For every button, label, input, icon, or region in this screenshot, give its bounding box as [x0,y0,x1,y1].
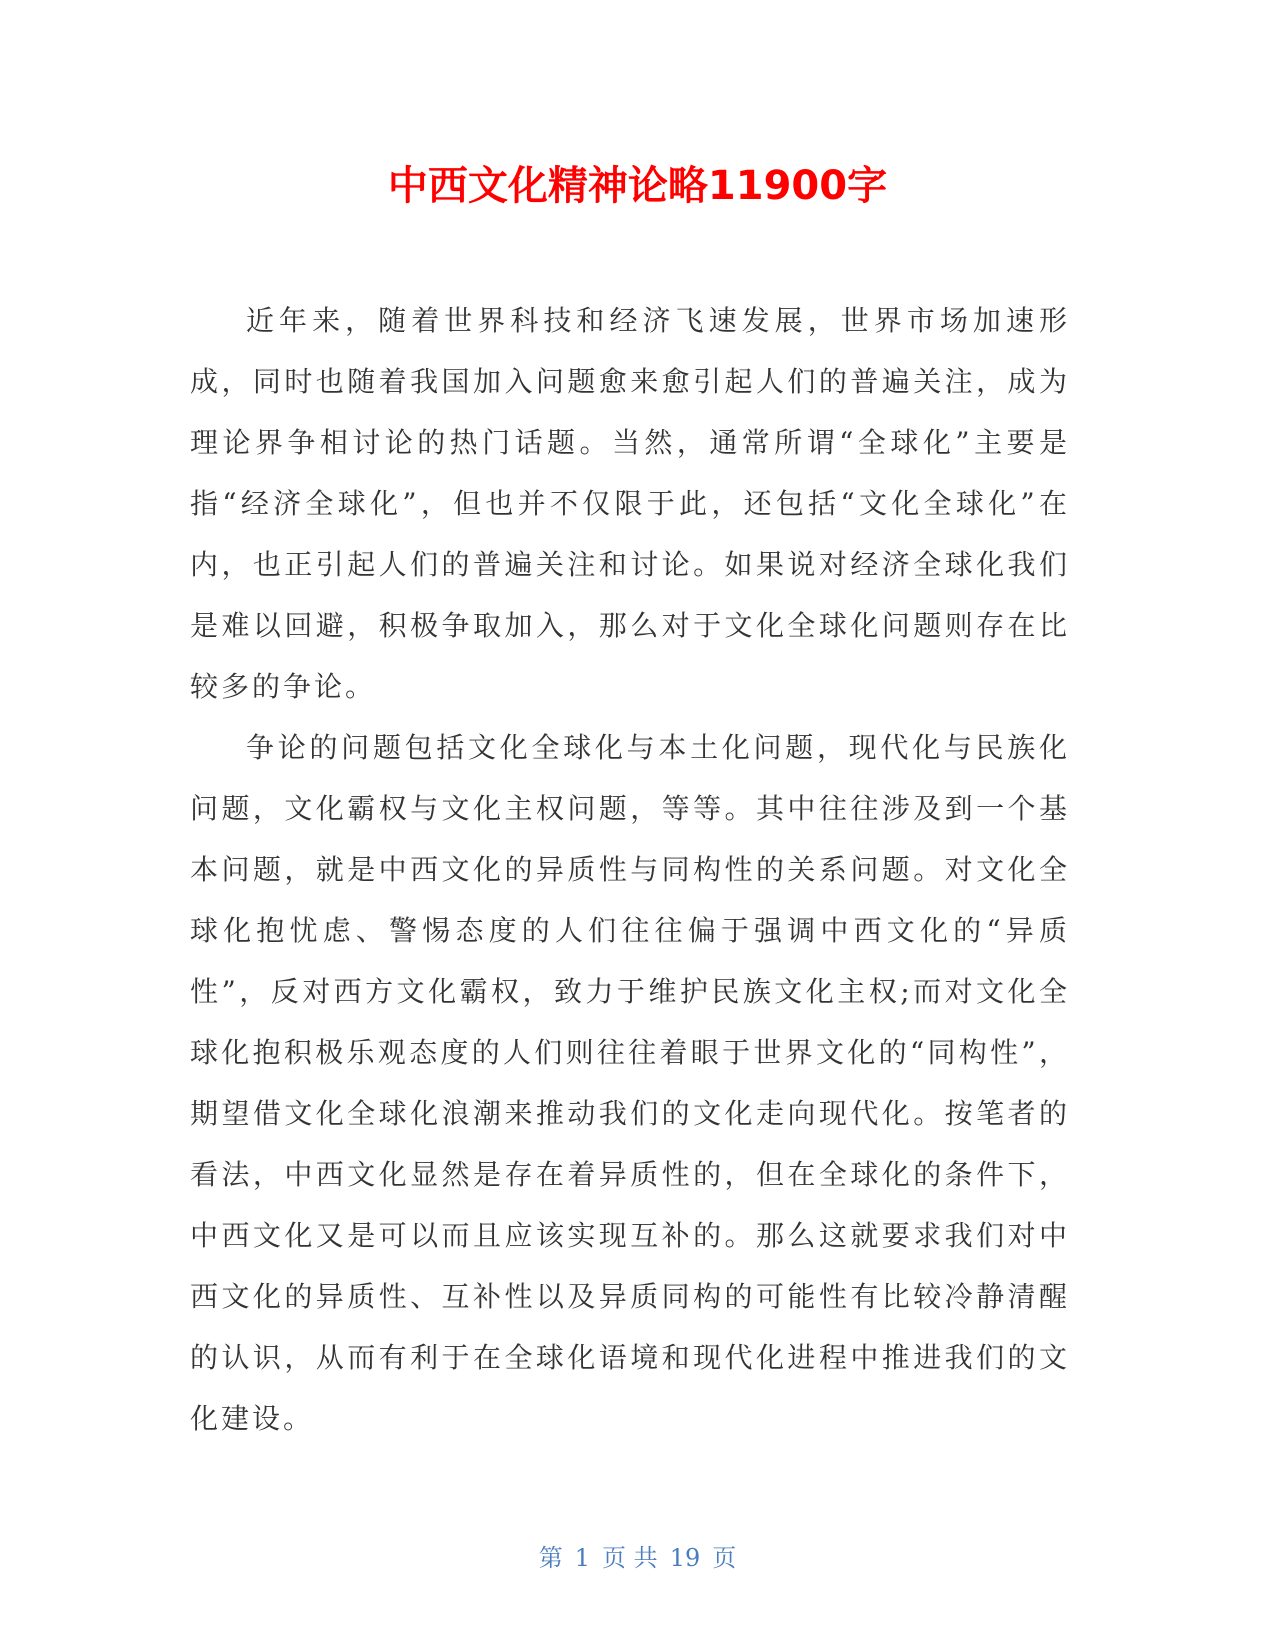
page-footer [0,1542,1275,1574]
total-pages: 19 [669,1544,701,1572]
document-title: 中西文化精神论略11900字 [387,163,888,209]
current-page-number: 1 [574,1544,591,1572]
footer-middle: 页 共 [602,1544,658,1572]
footer-prefix: 第 [538,1544,563,1572]
paragraph-1: 近年来，随着世界科技和经济飞速发展，世界市场加速形成，同时也随着我国加入问题愈来愈引起人们的普遍关注，成为理论界争相讨论的热门话题。当然，通常所谓“全球化”主要是指“经济全球化”，但也并不仅限于此，还包括“文化全球化”在内，也正引起人们的普遍关注和讨论。如果说对经济全球化我们是难以回避，积极争取加入，那么对于文化全球化问题则存在比较多的争论。 [190,304,1070,703]
paragraph-2: 争论的问题包括文化全球化与本土化问题，现代化与民族化问题，文化霸权与文化主权问题，等等。其中往往涉及到一个基本问题，就是中西文化的异质性与同构性的关系问题。对文化全球化抱忧虑、警惕态度的人们往往偏于强调中西文化的“异质性”，反对西方文化霸权，致力于维护民族文化主权;而对文化全球化抱积极乐观态度的人们则往往着眼于世界文化的“同构性”，期望借文化全球化浪潮来推动我们的文化走向现代化。按笔者的看法，中西文化显然是存在着异质性的，但在全球化的条件下，中西文化又是可以而且应该实现互补的。那么这就要求我们对中西文化的异质性、互补性以及异质同构的可能性有比较冷静清醒的认识，从而有利于在全球化语境和现代化进程中推进我们的文化建设。 [190,731,1070,1435]
footer-suffix: 页 [712,1544,737,1572]
document-body [190,290,1070,1449]
